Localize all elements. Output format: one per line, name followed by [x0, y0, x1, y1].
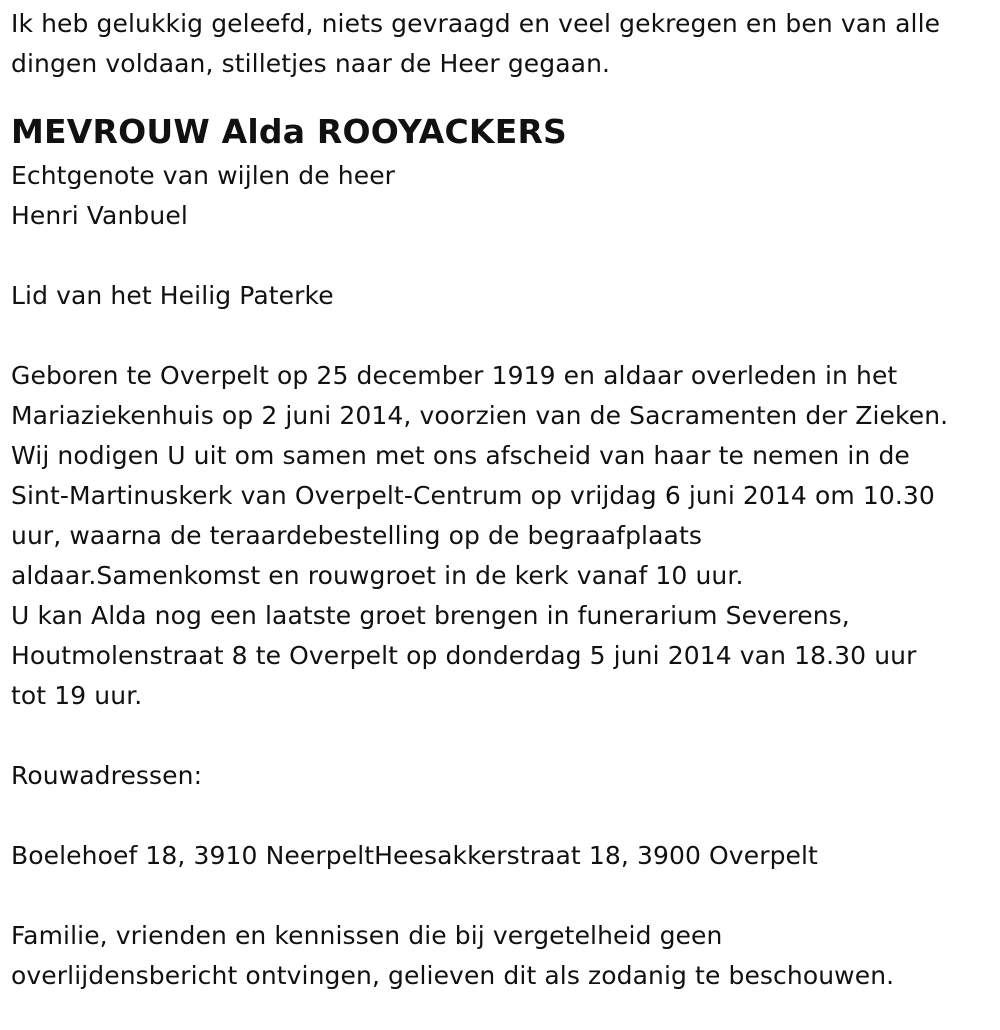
epigraph — [11, 4, 993, 84]
addresses: Boelehoef 18, 3910 NeerpeltHeesakkerstraat 18, 3900 Overpelt — [11, 841, 818, 870]
spouse-line: Henri Vanbuel — [11, 201, 188, 230]
spacer — [11, 716, 993, 756]
spouse-info — [11, 156, 993, 236]
spacer — [11, 236, 993, 276]
spacer — [11, 796, 993, 836]
closing-line: overlijdensbericht ontvingen, gelieven dit als zodanig te beschouwen. — [11, 961, 895, 990]
body-line: aldaar.Samenkomst en rouwgroet in de kerk vanaf 10 uur. — [11, 561, 744, 590]
closing-note — [11, 916, 993, 996]
body-line: Houtmolenstraat 8 te Overpelt op donderdag 5 juni 2014 van 18.30 uur — [11, 641, 917, 670]
body-line: Mariaziekenhuis op 2 juni 2014, voorzien van de Sacramenten der Zieken. — [11, 401, 949, 430]
epigraph-line: dingen voldaan, stilletjes naar de Heer gegaan. — [11, 49, 611, 78]
spacer — [11, 876, 993, 916]
closing-line: Familie, vrienden en kennissen die bij vergetelheid geen — [11, 921, 723, 950]
body-line: Sint-Martinuskerk van Overpelt-Centrum op vrijdag 6 juni 2014 om 10.30 — [11, 481, 935, 510]
spouse-line: Echtgenote van wijlen de heer — [11, 161, 396, 190]
body-line: Geboren te Overpelt op 25 december 1919 en aldaar overleden in het — [11, 361, 898, 390]
deceased-name: MEVROUW Alda ROOYACKERS — [11, 112, 568, 151]
funeral-details — [11, 356, 993, 716]
body-line: Wij nodigen U uit om samen met ons afscheid van haar te nemen in de — [11, 441, 910, 470]
body-line: uur, waarna de teraardebestelling op de begraafplaats — [11, 521, 702, 550]
body-line: U kan Alda nog een laatste groet brengen in funerarium Severens, — [11, 601, 850, 630]
spacer — [11, 316, 993, 356]
body-line: tot 19 uur. — [11, 681, 143, 710]
obituary-notice — [11, 4, 993, 996]
membership: Lid van het Heilig Paterke — [11, 281, 334, 310]
addresses-label: Rouwadressen: — [11, 761, 203, 790]
epigraph-line: Ik heb gelukkig geleefd, niets gevraagd en veel gekregen en ben van alle — [11, 9, 941, 38]
